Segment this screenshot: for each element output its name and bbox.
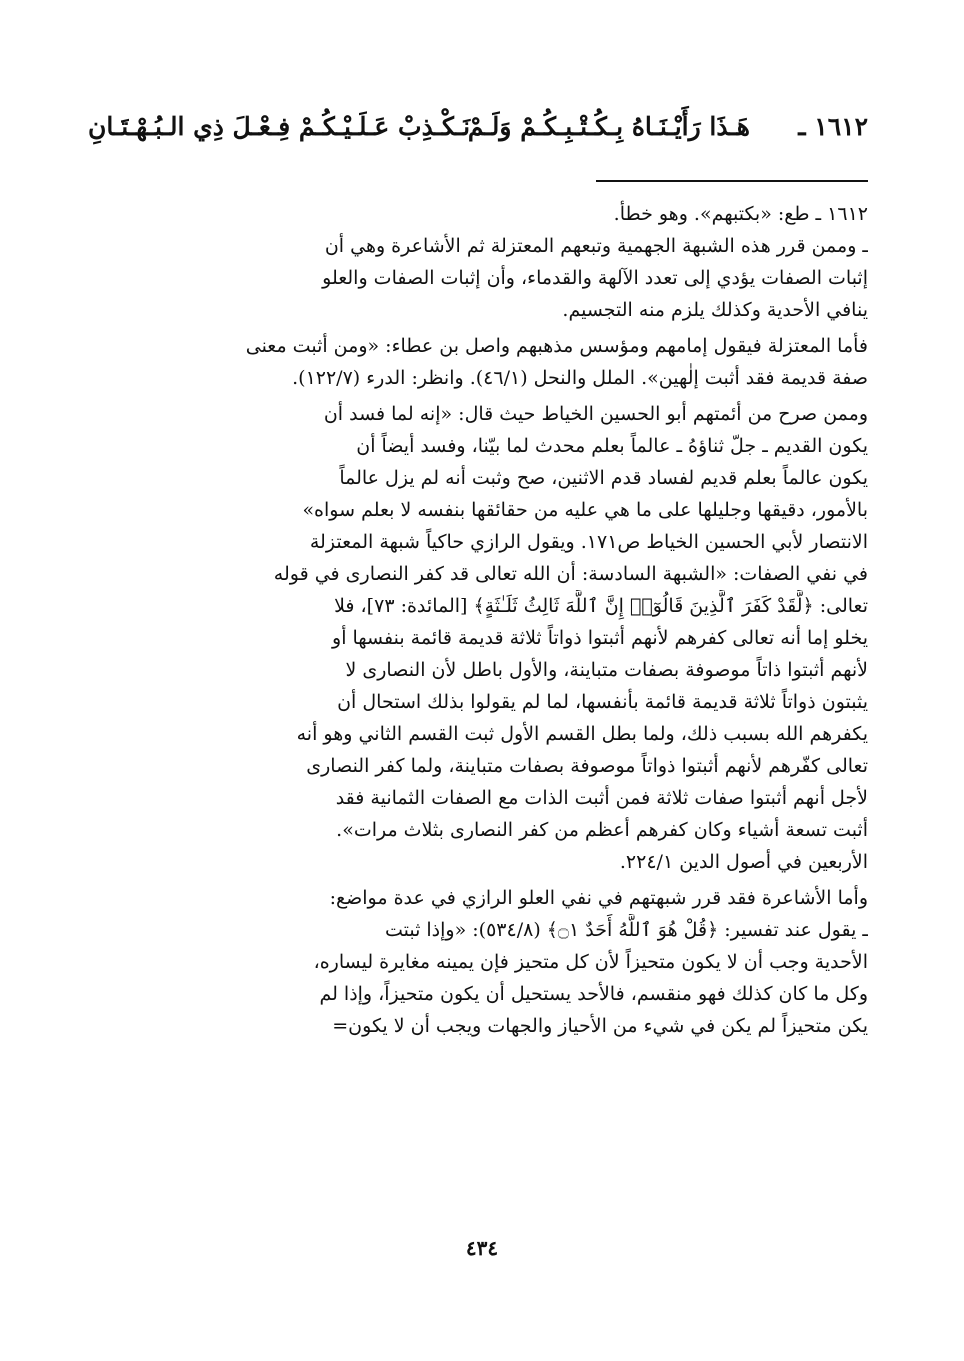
note-line: ينافي الأحدية وكذلك يلزم منه التجسيم. — [562, 299, 868, 321]
note-line: إثبات الصفات يؤدي إلى تعدد الآلهة والقدماء، وأن إثبات الصفات والعلو — [322, 267, 868, 289]
note-line: تعالى كفّرهم لأنهم أثبتوا ذواتاً موصوفة بصفات متباينة، ولما كفر النصارى — [306, 755, 868, 777]
note-line: يكون القديم ـ جلّ ثناؤهُ ـ عالماً بعلم محدث لما بيّنا، وفسد أيضاً أن — [356, 435, 868, 457]
note-line: بالأمور، دقيقها وجليلها على ما هي عليه من حقائقها بنفسه لا بعلم سواه» — [302, 499, 868, 521]
note-line: وممن صرح من أئمتهم أبو الحسين الخياط حيث قال: «إنه لما فسد أن — [323, 403, 868, 425]
verse-line — [88, 104, 868, 154]
note-paragraph-ashaira — [92, 882, 868, 1042]
note-line: الأحدية وجب أن لا يكون متحيزاً لأن كل متحيز فإن يمينه مغايرة ليساره، — [313, 951, 868, 973]
note-paragraph-khayyat — [92, 398, 868, 878]
note-line: الانتصار لأبي الحسين الخياط ص١٧١. ويقول الرازي حاكياً شبهة المعتزلة — [309, 531, 868, 553]
note-line: يكفرهم الله بسبب ذلك، ولما بطل القسم الأول ثبت القسم الثاني وهو أنه — [296, 723, 868, 745]
note-line: ـ وممن قرر هذه الشبهة الجهمية وتبعهم المعتزلة ثم الأشاعرة وهي أن — [324, 235, 868, 257]
note-line: في نفي الصفات: «الشبهة السادسة: أن الله تعالى قد كفر النصارى في قوله — [273, 563, 868, 585]
verse-number: ١٦١٢ ـ — [798, 112, 868, 141]
note-line: وأما الأشاعرة فقد قرر شبهتهم في نفي العلو الرازي في عدة مواضع: — [329, 887, 868, 909]
note-line: يخلو إما أنه تعالى كفرهم لأنهم أثبتوا ذواتاً ثلاثة قديمة قائمة بنفسها أو — [332, 627, 868, 649]
note-line: فأما المعتزلة فيقول إمامهم ومؤسس مذهبهم واصل بن عطاء: «ومن أثبت معنى — [245, 335, 868, 357]
note-line: لأنهم أثبتوا ذاتاً موصوفة بصفات متباينة، والأول باطل لأن النصارى لا — [345, 659, 868, 681]
note-line: يكون عالماً بعلم قديم لفساد قدم الاثنين، صح وثبت أنه لم يزل عالماً — [339, 467, 868, 489]
note-line: يثبتون ذواتاً ثلاثة قديمة قائمة بأنفسها، لما لم يقولوا بذلك استحال أن — [337, 691, 868, 713]
note-line: ـ يقول عند تفسير: ﴿قُلْ هُوَ ٱللَّهُ أَحَدٌ ۝١﴾ (٥٣٤/٨): «وإذا ثبتت — [384, 919, 868, 941]
verse-second-hemistich: نَـكْـذِبْ عَـلَـيْـكُـمْ فِـعْـلَ ذِي الـبُـهْـتَـانِ — [88, 112, 471, 141]
note-line: أثبت تسعة أشياء وكان كفرهم أعظم من كفر النصارى بثلاث مرات». — [336, 819, 868, 841]
note-1612-heading — [92, 198, 868, 230]
note-line: الأربعين في أصول الدين ٢٢٤/١. — [619, 851, 868, 873]
note-paragraph-jahmiyya — [92, 230, 868, 326]
verse-first-hemistich: هَـذَا رَأَيْـنَـاهُ بِـكُـتْـبِـكُـمْ وَلَـمْ — [467, 112, 750, 141]
note-line: ١٦١٢ ـ طع: «بكتبهم». وهو خطأ. — [613, 203, 868, 225]
note-line: وكل ما كان كذلك فهو منقسم، فالأحد يستحيل أن يكون متحيزاً، وإذا لم — [319, 983, 868, 1005]
note-line: تعالى: ﴿لَّقَدْ كَفَرَ ٱلَّذِينَ قَالُوٓا۟ إِنَّ ٱللَّهَ ثَالِثُ ثَلَـٰثَةٍ﴾ [المائدة: ٧٣]، فلا — [334, 595, 868, 617]
footnotes — [92, 198, 868, 1042]
page-number: ٤٣٤ — [465, 1236, 499, 1260]
note-line: يكن متحيزاً لم يكن في شيء من الأحياز والجهات ويجب أن لا يكون= — [332, 1015, 868, 1037]
footnote-separator — [596, 180, 868, 182]
note-paragraph-mutazila — [92, 330, 868, 394]
note-line: صفة قديمة فقد أثبت إلٰهين». الملل والنحل (٤٦/١). وانظر: الدرء (١٢٢/٧). — [292, 367, 868, 389]
note-line: لأجل أنهم أثبتوا صفات ثلاثة فمن أثبت الذات مع الصفات الثمانية فقد — [335, 787, 868, 809]
